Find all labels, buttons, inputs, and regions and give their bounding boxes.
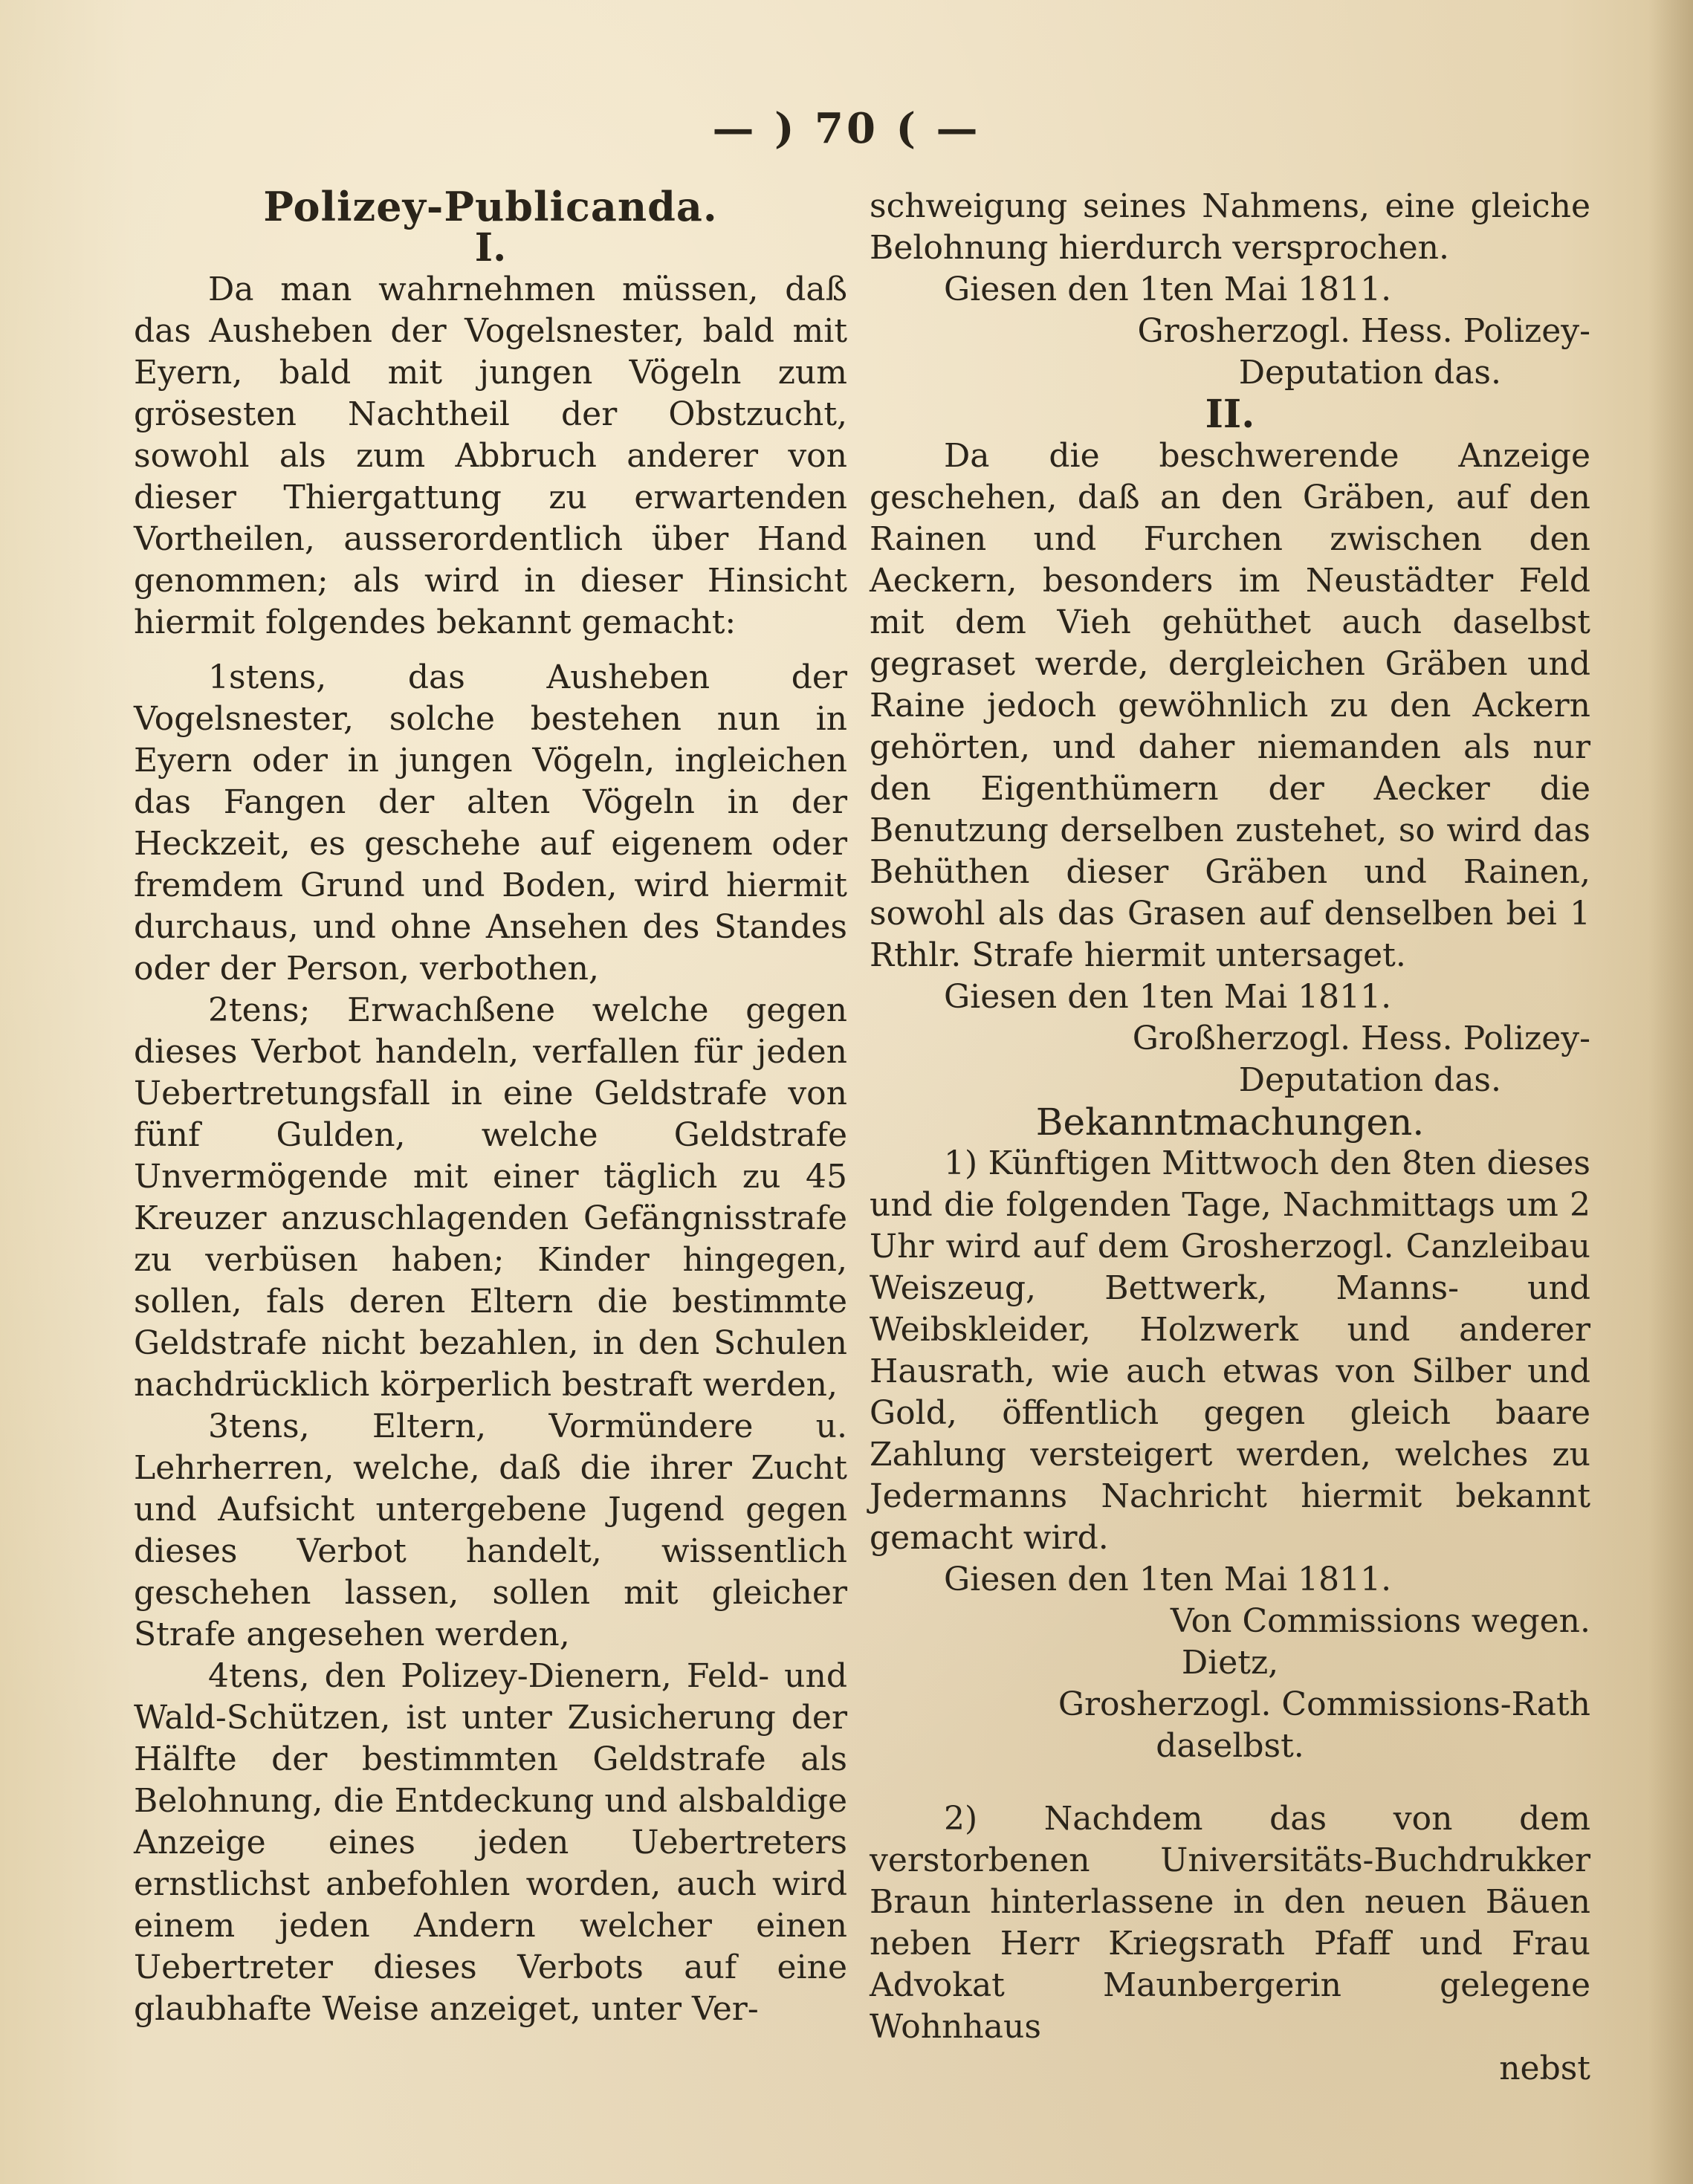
date-line: Giesen den 1ten Mai 1811.	[944, 978, 1392, 1016]
signature-line: Dietz,	[1181, 1644, 1279, 1682]
page-edge-shadow	[1648, 0, 1693, 2184]
signature-line: Deputation das.	[1238, 1061, 1501, 1099]
date-line: Giesen den 1ten Mai 1811.	[944, 270, 1392, 308]
item-3-paragraph: 3tens, Eltern, Vormündere u. Lehrherren, welche, daß die ihrer Zucht und Aufsicht untergebene Jugend gegen dieses Verbot handelt, wissentlich geschehen lassen, sollen mit gleicher Strafe angesehen werden,	[134, 1407, 847, 1653]
signature-line: daselbst.	[1156, 1727, 1304, 1765]
date-line: Giesen den 1ten Mai 1811.	[944, 1561, 1392, 1598]
intro-paragraph: Da man wahrnehmen müssen, daß das Ausheben der Vogelsnester, bald mit Eyern, bald mit jungen Vögeln zum grösesten Nachtheil der Obstzucht, sowohl als zum Abbruch anderer von dieser Thiergattung zu erwartenden Vortheilen, ausserordentlich über Hand genommen; als wird in dieser Hinsicht hiermit folgendes bekannt gemacht:	[134, 270, 847, 641]
left-column	[134, 183, 847, 2030]
section-title: Polizey-Publicanda.	[263, 183, 718, 230]
section-numeral: II.	[1205, 392, 1255, 437]
signature-line: Deputation das.	[1238, 354, 1501, 392]
announcements-title: Bekanntmachungen.	[1035, 1101, 1425, 1144]
announcement-2-paragraph: 2) Nachdem das von dem verstorbenen Universitäts-Buchdrukker Braun hinterlassene in den neuen Bäuen neben Herr Kriegsrath Pfaff und Frau Advokat Maunbergerin gelegene Wohnhaus	[870, 1800, 1590, 2046]
signature-line: Von Commissions wegen.	[1170, 1602, 1590, 1640]
section-2-paragraph: Da die beschwerende Anzeige geschehen, daß an den Gräben, auf den Rainen und Furchen zwischen den Aeckern, besonders im Neustädter Feld mit dem Vieh gehüthet auch daselbst gegraset werde, dergleichen Gräben und Raine jedoch gewöhnlich zu den Ackern gehörten, und daher niemanden als nur den Eigenthümern der Aecker die Benutzung derselben zustehet, so wird das Behüthen dieser Gräben und Rainen, sowohl als das Grasen auf denselben bei 1 Rthlr. Strafe hiermit untersaget.	[870, 437, 1590, 974]
signature-line: Großherzogl. Hess. Polizey-	[1132, 1020, 1590, 1057]
announcement-1-paragraph: 1) Künftigen Mittwoch den 8ten dieses und die folgenden Tage, Nachmittags um 2 Uhr wird auf dem Grosherzogl. Canzleibau Weiszeug, Bettwerk, Manns- und Weibskleider, Holzwerk und anderer Hausrath, wie auch etwas von Silber und Gold, öffentlich gegen gleich baare Zahlung versteigert werden, welches zu Jedermanns Nachricht hiermit bekannt gemacht wird.	[870, 1144, 1590, 1557]
item-2-paragraph: 2tens; Erwachßene welche gegen dieses Verbot handeln, verfallen für jeden Uebertretungsfall in eine Geldstrafe von fünf Gulden, welche Geldstrafe Unvermögende mit einer täglich zu 45 Kreuzer anzuschlagenden Gefängnisstrafe zu verbüsen haben; Kinder hingegen, sollen, fals deren Eltern die bestimmte Geldstrafe nicht bezahlen, in den Schulen nachdrücklich körperlich bestraft werden,	[134, 991, 847, 1404]
item-4-paragraph: 4tens, den Polizey-Dienern, Feld- und Wald-Schützen, ist unter Zusicherung der Hälfte der bestimmten Geldstrafe als Belohnung, die Entdeckung und alsbaldige Anzeige eines jeden Uebertreters ernstlichst anbefohlen worden, auch wird einem jeden Andern welcher einen Uebertreter dieses Verbots auf eine glaubhafte Weise anzeiget, unter Ver-	[134, 1657, 847, 2028]
item-1-paragraph: 1stens, das Ausheben der Vogelsnester, solche bestehen nun in Eyern oder in jungen Vögeln, ingleichen das Fangen der alten Vögeln in der Heckzeit, es geschehe auf eigenem oder fremdem Grund und Boden, wird hiermit durchaus, und ohne Ansehen des Standes oder der Person, verbothen,	[134, 658, 847, 988]
continuation-paragraph: schweigung seines Nahmens, eine gleiche Belohnung hierdurch versprochen.	[870, 187, 1590, 267]
signature-line: Grosherzogl. Commissions-Rath	[1058, 1685, 1590, 1723]
section-numeral: I.	[474, 225, 507, 270]
catchword: nebst	[1499, 2049, 1590, 2087]
signature-line: Grosherzogl. Hess. Polizey-	[1137, 312, 1590, 350]
page-number-header: — ) 70 ( —	[712, 104, 981, 153]
right-column	[870, 186, 1590, 2090]
